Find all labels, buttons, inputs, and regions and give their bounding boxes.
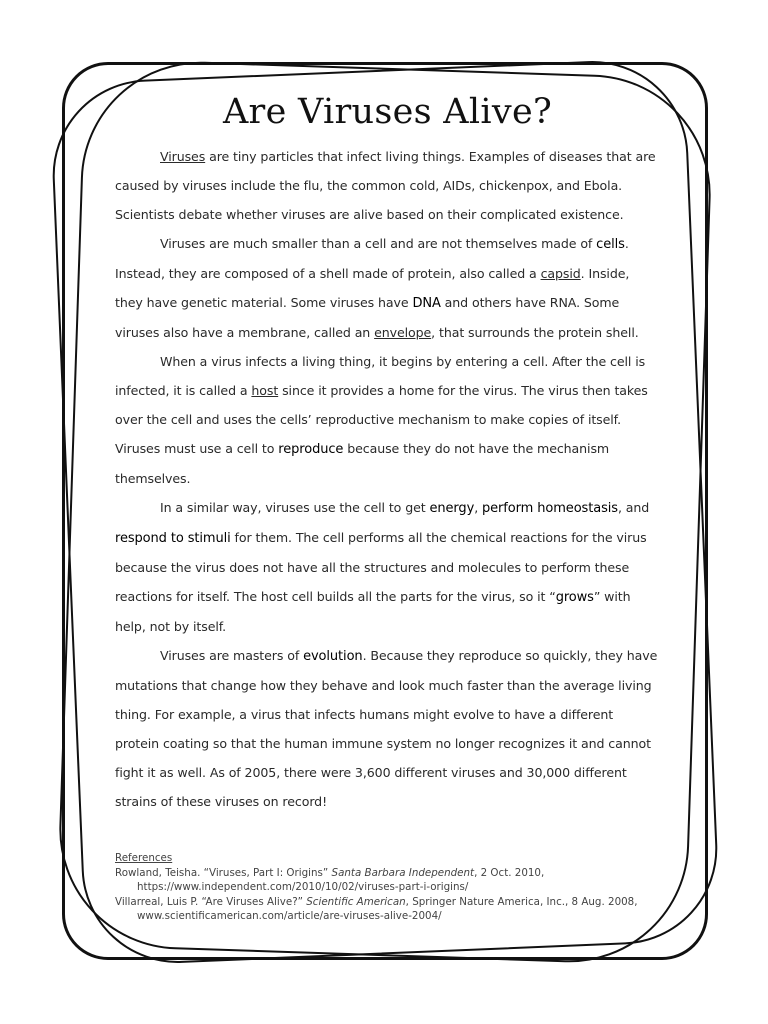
term-host: host: [251, 383, 279, 398]
keyword-evolution: evolution: [303, 649, 363, 664]
reference-details: , 2 Oct. 2010, https://www.independent.com/2010/10/02/viruses-part-i-origins/: [137, 866, 545, 893]
paragraph-text: are tiny particles that infect living things. Examples of diseases that are caused by viruses include the flu, the common cold, AIDs, chickenpox, and Ebola. Scientists debate whether viruses are alive based on their complicated existence.: [115, 149, 656, 222]
reference-source: Santa Barbara Independent: [331, 866, 475, 879]
references-section: [115, 851, 675, 924]
keyword-energy: energy: [429, 501, 475, 516]
keyword-reproduce: reproduce: [278, 442, 344, 457]
article: [115, 92, 660, 816]
paragraph-text: . Inside, they have genetic material. Some viruses have: [115, 266, 630, 310]
paragraph-text: for them. The cell performs all the chemical reactions for the virus because the virus does not have all the structures and molecules to perform these reactions for itself. The host cell builds all the parts for the virus, so it “: [115, 530, 647, 604]
paragraph-text: When a virus infects a living thing, it begins by entering a cell. After the cell is infected, it is called a: [115, 354, 646, 398]
reference-source: Scientific American: [306, 895, 406, 908]
paragraph-text: Viruses are much smaller than a cell and are not themselves made of: [160, 236, 597, 251]
paragraph-text: ” with help, not by itself.: [115, 589, 631, 634]
paragraph-text: , that surrounds the protein shell.: [431, 325, 639, 340]
reference-author: Rowland, Teisha. “Viruses, Part I: Origins”: [115, 866, 332, 879]
term-capsid: capsid: [540, 266, 581, 281]
keyword-perform-homeostasis: perform homeostasis: [482, 501, 618, 516]
paragraph-3: [115, 347, 660, 493]
term-envelope: envelope: [374, 325, 432, 340]
reference-details: , Springer Nature America, Inc., 8 Aug. 2008, www.scientificamerican.com/article/are-viruses-alive-2004/: [137, 895, 638, 922]
paragraph-text: since it provides a home for the virus. The virus then takes over the cell and uses the cells’ reproductive mechanism to make copies of itself. Viruses must use a cell to: [115, 383, 648, 456]
paragraph-5: [115, 641, 660, 816]
keyword-dna: DNA: [412, 296, 441, 311]
reference-item-1: [115, 866, 675, 895]
references-heading: References: [115, 852, 173, 864]
reference-item-2: [115, 895, 675, 924]
paragraph-text: . Because they reproduce so quickly, they have mutations that change how they behave and look much faster than the average living thing. For example, a virus that infects humans might evolve to have a different protein coating so that the human immune system no longer recognizes it and cannot fight it as well. As of 2005, there were 3,600 different viruses and 30,000 different strains of these viruses on record!: [115, 648, 658, 809]
keyword-respond-to-stimuli: respond to stimuli: [115, 531, 231, 546]
keyword-cells: cells: [596, 237, 625, 252]
paragraph-text: because they do not have the mechanism themselves.: [115, 441, 610, 486]
paragraph-text: . Instead, they are composed of a shell made of protein, also called a: [115, 236, 629, 281]
paragraph-text: Viruses are masters of: [160, 648, 304, 663]
term-viruses: Viruses: [160, 149, 206, 164]
paragraph-text: ,: [474, 500, 482, 515]
paragraph-4: [115, 493, 660, 641]
keyword-grows: grows: [555, 590, 594, 605]
paragraph-1: [115, 142, 660, 229]
paragraph-text: In a similar way, viruses use the cell to get: [160, 500, 430, 515]
paragraph-2: [115, 229, 660, 347]
paragraph-text: and others have RNA. Some viruses also have a membrane, called an: [115, 295, 620, 340]
page-title: Are Viruses Alive?: [222, 92, 553, 132]
paragraph-text: , and: [617, 500, 650, 515]
reference-author: Villarreal, Luis P. “Are Viruses Alive?”: [115, 895, 307, 908]
